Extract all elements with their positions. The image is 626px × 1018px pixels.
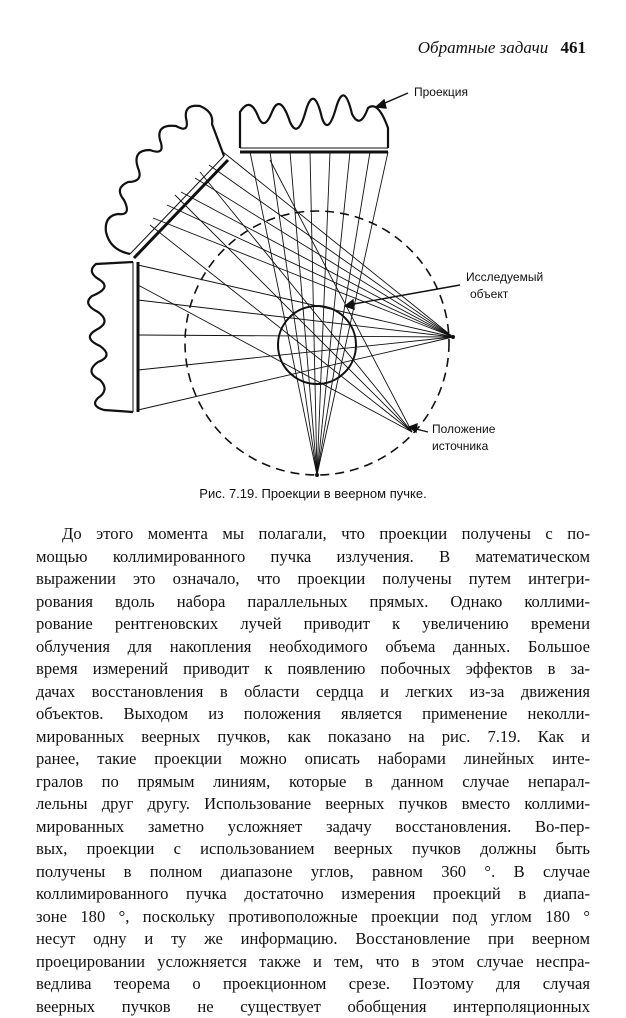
label-projection: Проекция (414, 85, 468, 99)
text-line: облучения для накопления необходимого объема данных. Большое (36, 636, 590, 659)
text-line: вых, проекции с использованием веерных пучков должны быть (36, 838, 590, 861)
text-line: мированных заметно усложняет задачу восстановления. Во-пер- (36, 816, 590, 839)
running-section-title: Обратные задачи (418, 38, 548, 57)
detector-left (88, 262, 138, 412)
detector-diagonal (106, 106, 228, 258)
projection-profile-left (88, 262, 133, 412)
text-line: мощью коллимированного пучка излучения. В математическом (36, 546, 590, 569)
label-source-line1: Положение (432, 422, 496, 436)
text-line: веерных пучков не существует обобщения интерполяционных (36, 996, 590, 1018)
figure-caption: Рис. 7.19. Проекции в веерном пучке. (0, 486, 626, 501)
text-line: гралов по прямым линиям, которые в данном случае непарал- (36, 771, 590, 794)
text-line: объектов. Выходом из положения является применение неколли- (36, 703, 590, 726)
text-line: получены в полном диапазоне углов, равном 360 °. В случае (36, 861, 590, 884)
text-line: выражении это означало, что проекции получены путем интегри- (36, 568, 590, 591)
text-line: коллимированного пучка достаточно измерения проекций в диапа- (36, 883, 590, 906)
source-point-bottom (315, 473, 319, 477)
text-line: зоне 180 °, поскольку противоположные проекции под углом 180 ° (36, 906, 590, 929)
source-point-right (451, 335, 455, 339)
text-line: проецировании усложняется также и тем, что в этом случае неспра- (36, 951, 590, 974)
body-paragraph (36, 523, 590, 1018)
fan-beam-figure (0, 60, 626, 480)
text-line: До этого момента мы полагали, что проекции получены с по- (36, 523, 590, 546)
detector-top (240, 95, 388, 152)
label-object-line1: Исследуемый (466, 270, 543, 284)
text-line: дачах восстановления в области сердца и легких из-за движения (36, 681, 590, 704)
text-line: ведлива теорема о проекционном срезе. Поэтому для случая (36, 973, 590, 996)
page-number: 461 (561, 38, 587, 57)
label-object-line2: объект (470, 287, 509, 301)
text-line: лельны друг другу. Использование веерных пучков вместо коллими- (36, 793, 590, 816)
fan-rays-bottom-source (250, 152, 388, 475)
page-header (418, 38, 586, 58)
label-source-line2: источника (432, 439, 489, 453)
text-line: мированных веерных пучков, как показано на рис. 7.19. Как и (36, 726, 590, 749)
text-line: рования вдоль набора параллельных прямых. Однако коллими- (36, 591, 590, 614)
projection-profile-top (240, 95, 388, 148)
text-line: несут одну и ту же информацию. Восстановление при веерном (36, 928, 590, 951)
text-line: рование рентгеновских лучей приводит к увеличению времени (36, 613, 590, 636)
text-line: ранее, такие проекции можно описать наборами линейных инте- (36, 748, 590, 771)
text-line: время измерений приводит к появлению побочных эффектов в за- (36, 658, 590, 681)
